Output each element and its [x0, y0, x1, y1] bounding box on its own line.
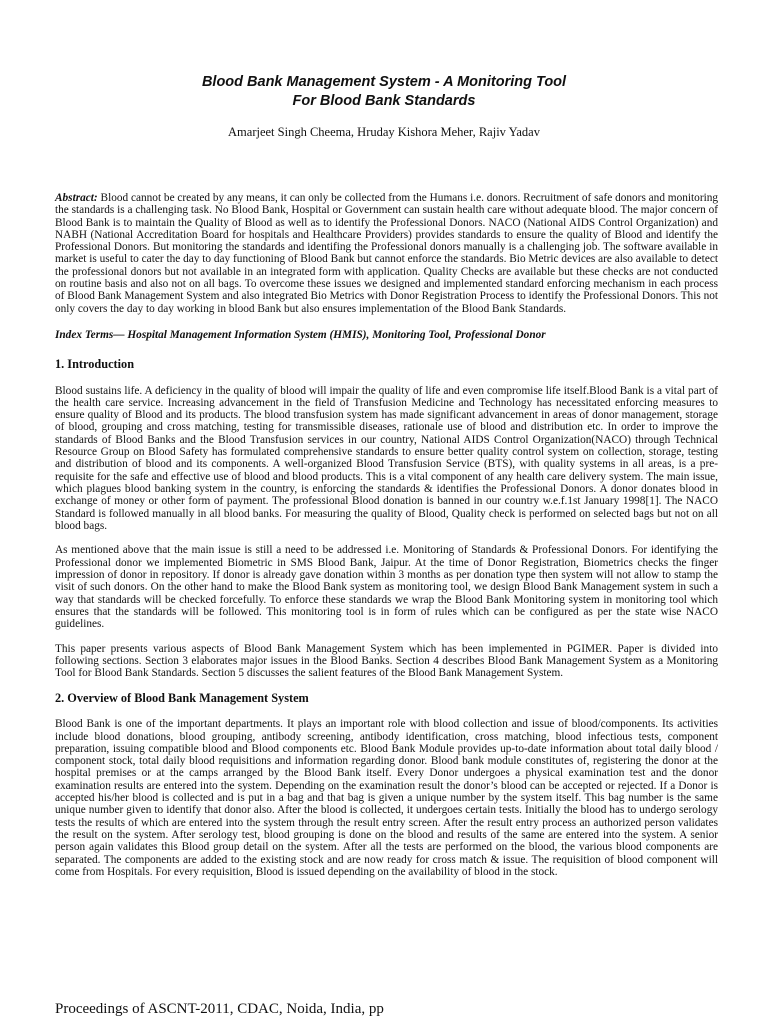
author-list: Amarjeet Singh Cheema, Hruday Kishora Meher, Rajiv Yadav [228, 125, 540, 139]
section-2-paragraph: Blood Bank is one of the important departments. It plays an important role with blood collection and issue of blood/components. Its activities include blood donations, blood grouping, antibody screening, antibody identification, cross matching, blood infectious tests, component preparation, issuing compatible blood and Blood components etc. Blood Bank Module provides up-to-date information about total daily blood / component stock, total daily blood requisitions and information regarding donor. Blood bank module constitutes of, registering the donor at the hospital premises or at the camps arranged by the Blood Bank itself. Every Donor undergoes a physical examination test and the donor examination results are entered into the system. Depending on the examination result the donor’s blood can be accepted or rejected. If a Donor is accepted his/her blood is collected and is put in a bag and that bag is given a unique number by the system itself. This bag number is the same unique number given to identify that donor also. After the blood is collected, it undergoes certain tests. Initially the blood has to undergo serology tests the results of which are entered into the system through the result entry screen. After the result entry process an authorized person validates the result on the system. After serology test, blood grouping is done on the blood and results of the same are entered into the system. A senior person again validates this Blood group detail on the system. After all the tests are performed on the blood, the various blood components are separated. The components are added to the existing stock and are now ready for cross match & issue. The requisition of blood component will come from Hospitals. For every requisition, Blood is issued depending on the availability of blood in the stock. [55, 718, 718, 878]
section-2-heading: 2. Overview of Blood Bank Management System [55, 690, 309, 705]
index-terms: Index Terms— Hospital Management Information System (HMIS), Monitoring Tool, Professional Donor [55, 328, 546, 341]
title-line-2: For Blood Bank Standards [292, 93, 476, 109]
title-line-1: Blood Bank Management System - A Monitoring Tool [201, 74, 567, 90]
section-1-paragraph: Blood sustains life. A deficiency in the quality of blood will impair the quality of life and even compromise life itself.Blood Bank is a vital part of the health care service. Increasing advancement in the field of Transfusion Medicine and Technology has necessitated enforcing measures to ensure quality of Blood and its products. The blood transfusion system has made significant advancement in areas of donor management, storage of blood, grouping and cross matching, testing for transmissible diseases, rationale use of blood and distribution etc. In order to improve the standards of Blood Banks and the Blood Transfusion services in our country, National AIDS Control Organization(NACO) through Technical Resource Group on Blood Safety has formulated comprehensive standards to ensure better quality control system on collection, storage, testing and distribution of blood and its components. A well-organized Blood Transfusion Service (BTS), with quality systems in all areas, is a pre-requisite for the safe and effective use of blood and blood products. This is a vital component of any health care delivery system. The main issue, which plagues blood banking system in the country, is enforcing the standards & identifies the Professional Donors. A donor donates blood in exchange of money or other form of payment. The professional Blood donation is banned in our country w.e.f.1st January 1998[1]. The NACO Standard is followed manually in all blood banks. For measuring the quality of Blood, Quality check is performed on selected bags but not on all blood bags. [55, 384, 718, 532]
abstract [55, 192, 718, 315]
paper-title [0, 73, 768, 111]
section-1-paragraph: As mentioned above that the main issue is still a need to be addressed i.e. Monitoring of Standards & Professional Donors. For identifying the Professional donor we implemented Biometric in SMS Blood Bank, Jaipur. At the time of Donor Registration, Biometrics checks the finger impression of donor in repository. If donor is already gave donation within 3 months as per donation type then system will not allow to stamp the visit of such donors. On the other hand to make the Blood Bank system as monitoring tool, we design Blood Bank Management system in such a way that standards will be checked forcefully. To enforce these standards we wrap the Blood Bank Monitoring system in monitoring tool which ensures that the standards will be followed. This monitoring tool is in form of rules which can be configured as per the state wise NACO guidelines. [55, 544, 718, 631]
section-1-paragraph: This paper presents various aspects of Blood Bank Management System which has been implemented in PGIMER. Paper is divided into following sections. Section 3 elaborates major issues in the Blood Banks. Section 4 describes Blood Bank Management System as a Monitoring Tool for Blood Bank Standards. Section 5 discusses the salient features of the Blood Bank Management System. [55, 642, 718, 680]
paper-body [55, 192, 718, 890]
proceedings-footer: Proceedings of ASCNT-2011, CDAC, Noida, India, pp [55, 1001, 384, 1017]
abstract-text: Blood cannot be created by any means, it can only be collected from the Humans i.e. donors. Recruitment of safe donors and monitoring the standards is a challenging task. No Blood Bank, Hospital or Government can sustain health care without adequate blood. The major concern of Blood Bank is to maintain the Quality of Blood as well as to identify the Professional Donors. NACO (National AIDS Control Organization) and NABH (National Accreditation Board for hospitals and Healthcare Providers) provides standards to ensure the quality of Blood and identify the Professional Donors. But monitoring the standards and identifing the Professional donors manually is a challenging job. The software available in market is useful to cater the day to day functioning of Blood Bank but cannot enforce the standards. Bio Metric devices are also available to detect the professional donors but not available in an integrated form with application. Quality Checks are available but these checks are not conducted on routine basis and also not on all bags. To overcome these issues we designed and implemented standard enforcing mechanism in each process of Blood Bank Management System and also integrated Bio Metrics with Donor Registration Process to identify the Professional Donors. This not only covers the day to day working in blood Bank but also ensures implementation of the Blood Bank Standards. [55, 192, 719, 315]
section-1-heading: 1. Introduction [55, 357, 135, 372]
abstract-label: Abstract: [55, 192, 98, 204]
